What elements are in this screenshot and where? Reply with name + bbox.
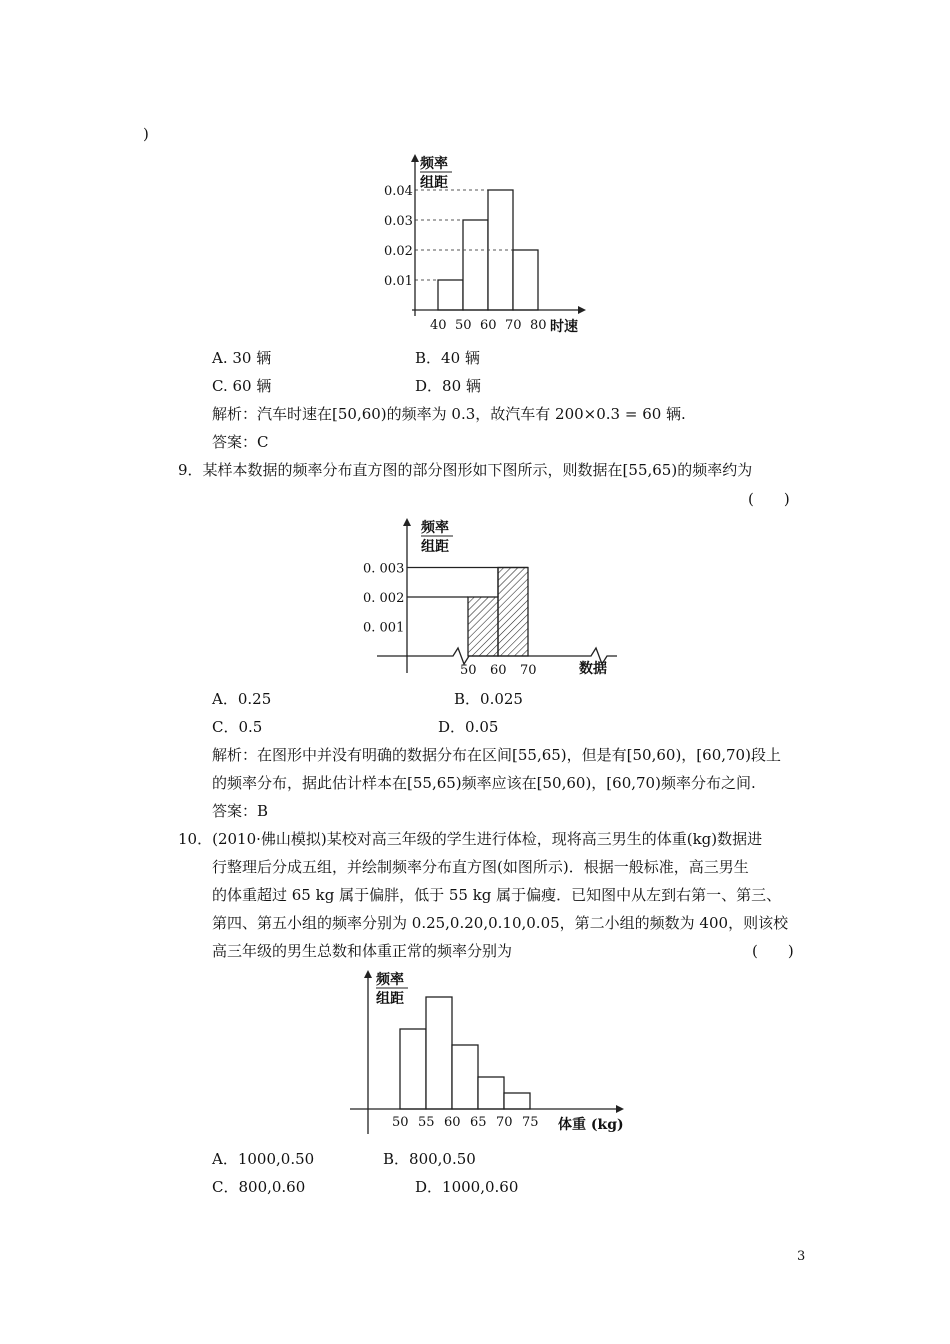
- q10-histogram: [348, 968, 633, 1140]
- q8-bar: [463, 220, 488, 310]
- q9-bar: [498, 568, 528, 657]
- q10-bar: [504, 1093, 530, 1109]
- q8-option-c: C. 60 辆: [212, 377, 272, 395]
- q10-ylabel-bottom: 组距: [376, 991, 404, 1007]
- q9-x-tick-label: 70: [520, 663, 537, 678]
- q8-x-arrow: [578, 306, 586, 314]
- q10-answer-paren: ( ): [752, 942, 794, 960]
- q10-x-arrow: [616, 1105, 624, 1113]
- q8-ylabel-bottom: 组距: [420, 175, 448, 191]
- q8-y-tick-label: 0.03: [384, 214, 413, 229]
- q9-answer: 答案：B: [212, 802, 269, 820]
- q10-x-tick-label: 50: [392, 1115, 409, 1130]
- q8-bar: [438, 280, 463, 310]
- q10-x-tick-label: 65: [470, 1115, 487, 1130]
- question-tail-paren: ): [143, 125, 149, 143]
- q8-x-tick-label: 80: [530, 318, 547, 333]
- q10-xlabel: 体重 (kg): [558, 1117, 624, 1133]
- q10-stem-line4: 第四、第五小组的频率分别为 0.25,0.20,0.10,0.05，第二小组的频数为 400，则该校: [212, 914, 789, 932]
- q9-y-tick-label: 0. 001: [363, 620, 405, 636]
- q9-bar: [468, 597, 498, 656]
- q9-option-c: C．0.5: [212, 718, 263, 736]
- q9-stem: 9．某样本数据的频率分布直方图的部分图形如下图所示，则数据在[55,65)的频率约为: [178, 461, 753, 479]
- q9-option-a: A．0.25: [212, 690, 272, 708]
- q10-option-d: D．1000,0.60: [415, 1178, 519, 1196]
- q10-stem-line2: 行整理后分成五组，并绘制频率分布直方图(如图所示)．根据一般标准，高三男生: [212, 858, 749, 876]
- q8-answer: 答案：C: [212, 433, 269, 451]
- q8-histogram: [380, 150, 590, 336]
- q8-option-d: D．80 辆: [415, 377, 481, 395]
- q8-option-b: B．40 辆: [415, 349, 480, 367]
- q8-y-tick-label: 0.02: [384, 244, 413, 259]
- q8-option-a: A. 30 辆: [212, 349, 272, 367]
- q10-bar: [400, 1029, 426, 1109]
- q9-x-tick-label: 50: [460, 663, 477, 678]
- q8-y-tick-label: 0.04: [384, 184, 413, 199]
- q8-x-tick-label: 70: [505, 318, 522, 333]
- q10-stem-line3: 的体重超过 65 kg 属于偏胖，低于 55 kg 属于偏瘦．已知图中从左到右第一、第三、: [212, 886, 782, 904]
- page-number: 3: [797, 1249, 806, 1264]
- q8-y-tick-label: 0.01: [384, 274, 413, 289]
- q8-bar: [513, 250, 538, 310]
- q10-stem-line1: 10．(2010·佛山模拟)某校对高三年级的学生进行体检，现将高三男生的体重(kg)数据进: [178, 830, 763, 848]
- q10-x-tick-label: 75: [522, 1115, 539, 1130]
- q8-x-tick-label: 50: [455, 318, 472, 333]
- q9-answer-paren: ( ): [748, 490, 790, 508]
- q10-option-b: B．800,0.50: [383, 1150, 476, 1168]
- q9-ylabel-bottom: 组距: [421, 539, 449, 555]
- q9-xlabel: 数据: [579, 661, 607, 677]
- q10-stem-line5: 高三年级的男生总数和体重正常的频率分别为: [212, 942, 513, 960]
- q9-option-b: B．0.025: [454, 690, 523, 708]
- q9-analysis-line1: 解析：在图形中并没有明确的数据分布在区间[55,65)，但是有[50,60)，[60,70)段上: [212, 746, 781, 764]
- q9-y-tick-label: 0. 002: [363, 591, 405, 606]
- q10-bar: [426, 997, 452, 1109]
- q8-x-tick-label: 60: [480, 318, 497, 333]
- q8-y-arrow: [411, 154, 419, 162]
- q10-option-a: A．1000,0.50: [212, 1150, 315, 1168]
- q10-y-arrow: [364, 970, 372, 978]
- q8-x-tick-label: 40: [430, 318, 447, 333]
- q8-xlabel: 时速: [550, 319, 578, 335]
- q9-y-tick-label: 0. 003: [363, 561, 405, 577]
- q10-ylabel-top: 频率: [376, 972, 404, 988]
- q10-x-tick-label: 60: [444, 1115, 461, 1130]
- q10-option-c: C．800,0.60: [212, 1178, 306, 1196]
- q8-analysis: 解析：汽车时速在[50,60)的频率为 0.3，故汽车有 200×0.3 = 60 辆.: [212, 405, 686, 423]
- q9-option-d: D．0.05: [438, 718, 499, 736]
- q10-bar: [478, 1077, 504, 1109]
- q9-x-tick-label: 60: [490, 663, 507, 678]
- q10-bar: [452, 1045, 478, 1109]
- q9-analysis-line2: 的频率分布，据此估计样本在[55,65)频率应该在[50,60)，[60,70)频率分布之间.: [212, 774, 756, 792]
- q10-x-tick-label: 70: [496, 1115, 513, 1130]
- q9-y-arrow: [403, 518, 411, 526]
- q10-x-tick-label: 55: [418, 1115, 435, 1130]
- q9-ylabel-top: 频率: [421, 520, 449, 536]
- q8-ylabel-top: 频率: [420, 156, 448, 172]
- q9-histogram: [355, 518, 620, 678]
